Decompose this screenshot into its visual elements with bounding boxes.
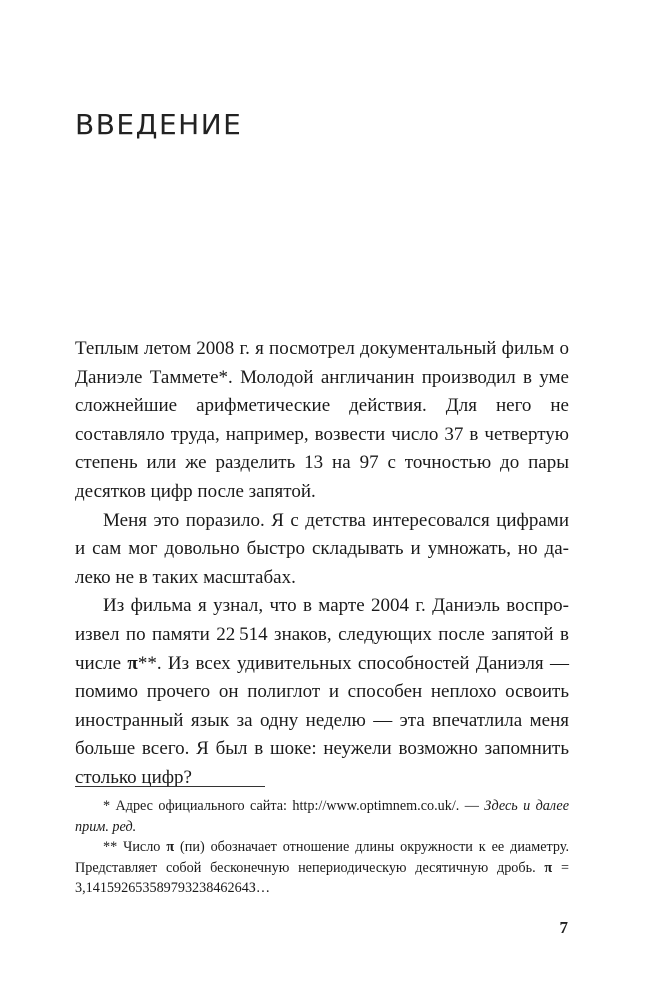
paragraph-1: Теплым летом 2008 г. я посмотрел документальный фильм о Даниэле Таммете*. Молодой англичанин производил в уме сложнейшие арифметические действия. Для него не составляло труда, например, возвести число 37 в четвертую степень или же разделить 13 на 97 с точностью до пары десятков цифр после запятой. <box>75 338 569 502</box>
pi-symbol: π <box>127 652 138 674</box>
footnote-2-mid: (пи) обозначает отношение длины окружности к ее диаметру. Представляет собой бесконечную непериодическую десятичную дробь. <box>75 839 569 876</box>
paragraph-3-end: **. Из всех удивительных способностей Даниэля — помимо прочего он полиглот и способен неплохо освоить иностранный язык за одну неделю — эта впечатлила меня больше всего. Я был в шоке: неужели возможно запомнить столько цифр? <box>75 652 569 788</box>
footnotes <box>75 796 569 899</box>
chapter-heading: ВВЕДЕНИЕ <box>75 108 243 141</box>
page-number: 7 <box>559 918 568 937</box>
footnote-2 <box>75 837 569 899</box>
paragraph-3 <box>75 592 569 792</box>
footnote-2-end: = 3,14159265358979323846264З… <box>75 859 569 896</box>
footnote-1-editor-note: Здесь и далее прим. ред. <box>75 798 569 835</box>
footnote-pi-symbol: π <box>166 839 175 855</box>
footnote-1-text: * Адрес официального сайта: http://www.optimnem.co.uk/. — <box>103 798 485 814</box>
main-text <box>75 335 569 793</box>
footnote-1 <box>75 796 569 837</box>
paragraph-3-start: Из фильма я узнал, что в марте 2004 г. Даниэль воспроизвел по памяти 22 514 знаков, следующих после запятой в числе <box>75 595 569 674</box>
paragraph-2: Меня это поразило. Я с детства интересовался цифрами и сам мог довольно быстро складывать и умножать, но далеко не в таких масштабах. <box>75 509 569 588</box>
footnote-divider <box>75 786 265 787</box>
footnote-2-start: ** Число <box>103 839 167 855</box>
footnote-pi-symbol-2: π <box>544 859 553 876</box>
